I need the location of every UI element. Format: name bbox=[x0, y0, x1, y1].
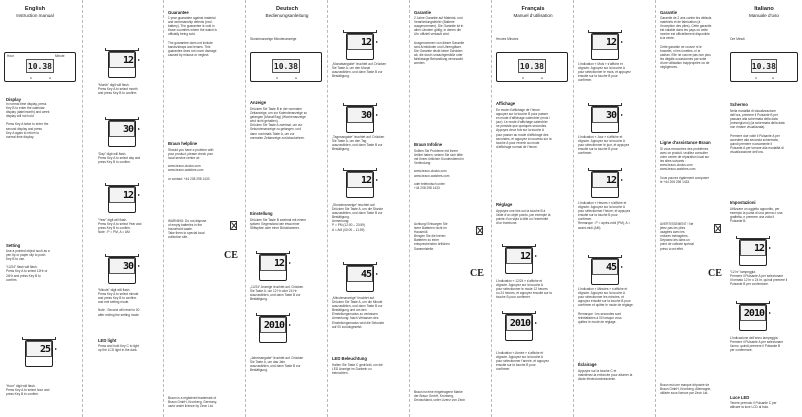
assistance-text: Si vous rencontrez des problèmes avec ce produit, veuillez consulter votre centre de réparation local sur les sites suivants : www.braun-clocks.com www.braun-watches.com Vous pouvez également composer le +44 208 298 1433. bbox=[660, 147, 710, 184]
lcd-de-2: 2010 ▸ bbox=[256, 313, 290, 343]
lcd-month: 12 ▸ bbox=[105, 48, 139, 78]
francais-subtitle: Manuel d’utilisation bbox=[513, 13, 553, 18]
deutsch-caption: Stundenanzeige Minutenanzeige bbox=[250, 37, 297, 41]
lcd-minute: 30 ▸ bbox=[105, 254, 139, 284]
watch-diagram-fr: 10.38 C A bbox=[496, 52, 568, 82]
lcd-de-5: 12 ▸ bbox=[343, 168, 377, 198]
achtung-text: Achtung! Entsorgen Sie leere Batterien nicht im Hausmüll. Bringen Sie die leeren Batterien zu einer entsprechenden örtlichen Sammelstelle. bbox=[414, 222, 450, 251]
minute-text: “Minute” digit will flash. Press Key A to select minute and press Key B to confirm and exit setting mode. Note : Second will reset to 00 after exiting the setting mode bbox=[98, 288, 140, 317]
english-title: English bbox=[24, 6, 46, 12]
de-step-4: „Tagesangabe“ leuchtet auf. Drücken Sie Taste A, um den Tag auszuwählen, und dann Taste B zur Bestätigung. bbox=[332, 135, 385, 152]
fr-step-3: L’indication « Mois » s’affiche et clignote. Appuyez sur la touche A pour sélectionner le mois, et appuyez ensuite sur la touche B pour confirmer. bbox=[578, 62, 631, 83]
english-subtitle: Instruction manual bbox=[16, 13, 54, 18]
guarantee-text: 1 year guarantee against material and workmanship defects (excl. battery). The guarantee is void in those countries where the watch is officially being sold. The guarantee does not include bands/straps and lenses. This guarantee does not cover damage caused by misuse or neglect. bbox=[168, 16, 217, 57]
guarantee-heading: Guarantee bbox=[168, 10, 189, 15]
ce-mark-fr: CE bbox=[708, 268, 722, 279]
lcd-year: 12 ▸ bbox=[105, 183, 139, 213]
einstellung-text: Drücken Sie Taste B zweimal mit einem spitzen Gegenstand wie etwa einer Stiftspitze oder einer Büroklammer. bbox=[250, 218, 306, 231]
deutsch-steps-column bbox=[328, 0, 409, 417]
led-text: Press and hold Key C to light up the LCD light in the dark. bbox=[98, 344, 140, 353]
setting-text: Use a pointed object such as a pen tip or paper clip to push Key B to use. “12/24” flash will flash. Press Key A to select 12Hr or 24Hr and press Key B to confirm. bbox=[6, 249, 50, 282]
lcd-hour: 25 ▸ bbox=[22, 337, 56, 367]
anzeige-heading: Anzeige bbox=[250, 100, 267, 105]
deutsch-subtitle: Bedienungsanleitung bbox=[265, 13, 309, 18]
francais-title: Français bbox=[521, 6, 545, 12]
de-led-heading: LED Beleuchtung bbox=[332, 356, 367, 361]
schermo-text: Nella modalità di visualizzazione dell’ora, premere il Pulsante B per passare alla schermata della data (mese/giorno) (la schermata della data non rimane visualizzata). Premere due volte il Pulsante A per accedere alla seconda schermata, quindi premere nuovamente il Pulsante A per tornare alla modalità di visualizzazione dell’ora. bbox=[730, 109, 785, 154]
lcd-fr-2: 2010 ▸ bbox=[502, 311, 536, 341]
key-c-label: C bbox=[30, 76, 33, 80]
waste-bin-icon-de bbox=[476, 226, 483, 235]
affichage-text: En mode d’affichage de l’heure appuyez sur la touche B pour passer en mode d’affichage calendrier (mois / jour). Le mode d’affichage calendrier ne persiste que quelques secondes. Appuyez deux fois sur la touche A pour passer au mode d’affichage des secondes, et appuyez à nouveau sur la touche A pour revenir au mode d’affichage normal de l’heure. bbox=[496, 108, 552, 149]
watch-diagram bbox=[4, 52, 76, 82]
watch-diagram-de: 10.38 C A bbox=[250, 52, 322, 82]
eclairage-text: Appuyez sur la touche C et maintenez-la enfoncée pour allumer la diode électroluminescente. bbox=[578, 369, 633, 382]
lcd-de-1: 12 ▸ bbox=[256, 251, 290, 281]
einstellung-heading: Einstellung bbox=[250, 211, 273, 216]
avertissement-text: AVERTISSEMENT ! Ne jetez pas les piles usagées avec les ordures ménagères. Déposez-les dans un point de collecte spécial prévu à cet effet. bbox=[660, 222, 694, 251]
display-heading: Display bbox=[6, 97, 21, 102]
italiano-title: Italiano bbox=[754, 6, 774, 12]
schermo-heading: Schermo bbox=[730, 102, 748, 107]
infoline-heading: Braun Infoline bbox=[414, 142, 443, 147]
it-led-heading: Luce LED bbox=[730, 395, 750, 400]
garantie-fr-heading: Garantie bbox=[660, 10, 677, 15]
year-text: “Year” digit will flash. Press Key A to select Year and press Key B to confirm. Note : P = PM, A = AM bbox=[98, 218, 142, 235]
trademark-text: Braun is a registered trademark of Braun GmbH, Kronberg, Germany, used under licence by Zeon Ltd. bbox=[168, 396, 218, 409]
assistance-heading: Ligne d’assistance Braun bbox=[660, 140, 711, 145]
lcd-fr-3: 12 ▸ bbox=[588, 30, 622, 60]
display-text: In normal time display, press Key B to enter the calendar display (date/month) and week display will not hold. Press Key A twice to enter the second display and press Key A again to return to normal time display. bbox=[6, 102, 50, 139]
fr-step-4: L’indication « Jour » s’affiche et clignote. Appuyez sur la touche A pour sélectionner le jour, et appuyez ensuite sur la touche B pour confirmer. bbox=[578, 135, 630, 156]
de-led-text: Halten Sie Taste C gedrückt, um die LED Anzeige im Dunkeln zu beleuchten. bbox=[332, 363, 383, 376]
it-led-text: Tenere premuto il Pulsante C per attivare la luce LCD al buio. bbox=[730, 401, 777, 410]
english-steps-column bbox=[83, 0, 163, 417]
garantie-text: 2 Jahre Garantie auf Material- und Verarbeitungsfehler (Batterie ausgenommen). Die Garantie ist in allen Ländern gültig, in denen die Uhr offiziell verkauft wird. Ausgenommen von dieser Garantie sind Armbänder und Uhrengläser. Die Garantie deckt keine Schäden ab, die durch unsachgemäße oder fahrlässige Behandlung verursacht wurden. bbox=[414, 16, 465, 66]
hour-text: “Hour” digit will flash. Press Key A to select hour and press Key B to confirm. bbox=[6, 384, 50, 397]
day-text: “Day” digit will flash. Press Key A to select day and press Key B to confirm. bbox=[98, 152, 141, 165]
ce-mark-de: CE bbox=[470, 268, 484, 279]
de-step-6: „Minutenanzeige“ leuchtet auf. Drücken Sie Taste A, um die Minute auszuwählen, und dann Taste B zur Bestätigung und um den Einstellungsmodus zu verlassen. Anmerkung: Nach Verlassen des Einstellungsmodus wird die Sekunde auf 00 zurückgesetzt. bbox=[332, 296, 385, 329]
marque-text: Braun est une marque déposée de Braun GmbH, Kronberg, Allemagne, utilisée sous licence par Zeon Ltd. bbox=[660, 383, 712, 396]
francais-steps-column bbox=[574, 0, 655, 417]
fr-step-5: L’indication « Heures » s’affiche et clignote. Appuyez sur la touche A pour sélectionner l’heure, et appuyez ensuite sur la touche B pour confirmer. Remarque : P = après-midi (PM), A = avant-midi (AM) bbox=[578, 201, 631, 230]
helpline-heading: Braun helpline bbox=[168, 141, 198, 146]
lcd-de-4: 30 ▸ bbox=[343, 103, 377, 133]
fr-step-6: L’indication « Minutes » s’affiche et clignote. Appuyez sur la touche A pour sélectionner les minutes, et appuyez ensuite sur la touche B pour confirmer et quitter le mode de réglage. Remarque : les secondes sont réinitialisées à 00 lorsque vous quittez le mode de réglage. bbox=[578, 287, 634, 324]
de-step-2: „Jahresangabe“ leuchtet auf. Drücken Sie Taste A, um das Jahr auszuwählen, und dann Taste B zur Bestätigung. bbox=[250, 356, 304, 373]
warning-text: WARNING: Do not dispose of empty batteries in the household waste. Take them to special local collection site. bbox=[168, 219, 207, 240]
lcd-de-6: 45 ▸ bbox=[343, 262, 377, 292]
helpline-text: Should you have a problem with your product, please check your local service centre at: www.braun-clocks.com www.braun-watches.com or contact: +44 208 298 1433 bbox=[168, 148, 214, 181]
garantie-de-column bbox=[410, 0, 491, 417]
watch-screen: 10.38 bbox=[26, 59, 54, 73]
lcd-it-2: 2010 ▸ bbox=[736, 301, 770, 331]
deutsch-title: Deutsch bbox=[275, 6, 299, 12]
garantie-heading: Garantie bbox=[414, 10, 431, 15]
reglage-heading: Réglage bbox=[496, 202, 513, 207]
impostazioni-text: Utilizzare un oggetto appuntito, per esempio la punta di una penna o una graffetta, e premere una volta il Pulsante B. bbox=[730, 207, 783, 224]
de-step-3: „Monatsangabe“ leuchtet auf. Drücken Sie Taste A, um den Monat auszuwählen, und dann Taste B zur Bestätigung. bbox=[332, 62, 387, 79]
fr-step-1: L’indication « 12/24 » s’affiche et clignote. Appuyez sur la touche A pour sélectionner le mode 12 heures ou 24 heures, et appuyez ensuite sur la touche B pour confirmer. bbox=[496, 279, 552, 300]
garantie-fr-text: Garantie de 2 ans contre les défauts matériels et de fabrication (à l’exception des piles). Cette garantie est valable dans les pays où cette montre est officiellement disponible à la vente. Cette garantie ne couvre ni le bracelet, ni les lunettes, ni le cadran. Elle ne couvre pas non plus les dégâts occasionnés par suite d’une utilisation inappropriée ou de négligences. bbox=[660, 16, 712, 70]
marke-text: Braun ist eine eingetragene Marke der Braun GmbH, Kronberg, Deutschland, unter Lizenz von Zeon bbox=[414, 390, 466, 403]
lcd-fr-1: 12 ▸ bbox=[502, 244, 536, 274]
lcd-fr-6: 45 ▸ bbox=[588, 255, 622, 285]
waste-bin-icon-fr bbox=[714, 224, 721, 233]
month-text: “Month” digit will flash. Press Key A to select month and press Key B to confirm. bbox=[98, 83, 138, 96]
setting-heading: Setting bbox=[6, 243, 21, 248]
ce-mark: CE bbox=[224, 250, 238, 261]
francais-caption: Heures Minutes bbox=[496, 37, 519, 41]
anzeige-text: Drücken Sie Taste B in der normalen Zeitanzeige, um zur Kalenderanzeige zu gelangen (Monat/Tag) (Wochenanzeige wird nicht gehalten). Drücken Sie Taste A zweimal, um zur Sekundenanzeige zu gelangen, und dann nochmals Taste A, um zur normalen Zeitanzeige zurückzukehren. bbox=[250, 107, 308, 140]
francais-column bbox=[492, 0, 573, 417]
lcd-fr-4: 30 ▸ bbox=[588, 103, 622, 133]
it-step-1: “12 hr” lampeggia. Premere il Pulsante A per selezionare il formato 12 hr o 24 hr, quindi premere il Pulsante B per confermare. bbox=[730, 270, 788, 287]
affichage-heading: Affichage bbox=[496, 101, 516, 106]
hour-label: Hour bbox=[7, 54, 14, 58]
guarantee-en-column bbox=[164, 0, 245, 417]
infoline-text: Sollten Sie Probleme mit Ihrem Artikel haben, setzen Sie sich bitte mit Ihrem örtlichen Kundendienst in Verbindung: www.braun-clocks.com www.braun-watches.com oder telefonisch unter: +44 208 298 1433 bbox=[414, 149, 464, 190]
italiano-caption: Ore Minuti bbox=[730, 37, 745, 41]
minute-label: Minute bbox=[55, 54, 65, 58]
lcd-fr-5: 12 ▸ bbox=[588, 168, 622, 198]
garantie-fr-column bbox=[656, 0, 725, 417]
de-step-1: „12/24“ Anzeige leuchtet auf. Drücken Sie Taste A, um 12 Hr oder 24 Hr auszuwählen, und dann Taste B zur Bestätigung. bbox=[250, 285, 304, 302]
reglage-text: Appuyez une fois sur la touche B à l’aide d’un objet pointu, par exemple la pointe d’un stylo à bille ou l’extrémité d’un trombone. bbox=[496, 209, 551, 226]
waste-bin-icon bbox=[230, 221, 237, 230]
key-a-label: A bbox=[49, 76, 52, 80]
italiano-column bbox=[726, 0, 802, 417]
lcd-day: 30 ▸ bbox=[105, 117, 139, 147]
lcd-de-3: 12 ▸ bbox=[343, 30, 377, 60]
watch-diagram-it: 10.38 C A bbox=[730, 52, 798, 82]
eclairage-heading: Éclairage bbox=[578, 362, 597, 367]
english-column bbox=[0, 0, 82, 417]
fr-step-2: L’indication « Année » s’affiche et clignote. Appuyez sur la touche A pour sélectionner l’année, et appuyez ensuite sur la touche B pour confirmer. bbox=[496, 351, 549, 372]
impostazioni-heading: Impostazioni bbox=[730, 200, 756, 205]
deutsch-column bbox=[246, 0, 327, 417]
lcd-it-1: 12 ▸ bbox=[736, 236, 770, 266]
italiano-subtitle: Manuale d’uso bbox=[749, 13, 779, 18]
de-step-5: „Stundenanzeige“ leuchtet auf. Drücken Sie Taste A, um die Stunde auszuwählen, und dann Taste B zur Bestätigung. Anmerkung: P = PM (12:00 – 23:59) A = AM (00:00 – 11:59) bbox=[332, 203, 383, 232]
it-step-2: L’indicazione dell’anno lampeggia. Premere il Pulsante A per selezionare l’anno, quindi premere il Pulsante B per confermare. bbox=[730, 336, 784, 353]
led-heading: LED light bbox=[98, 338, 117, 343]
